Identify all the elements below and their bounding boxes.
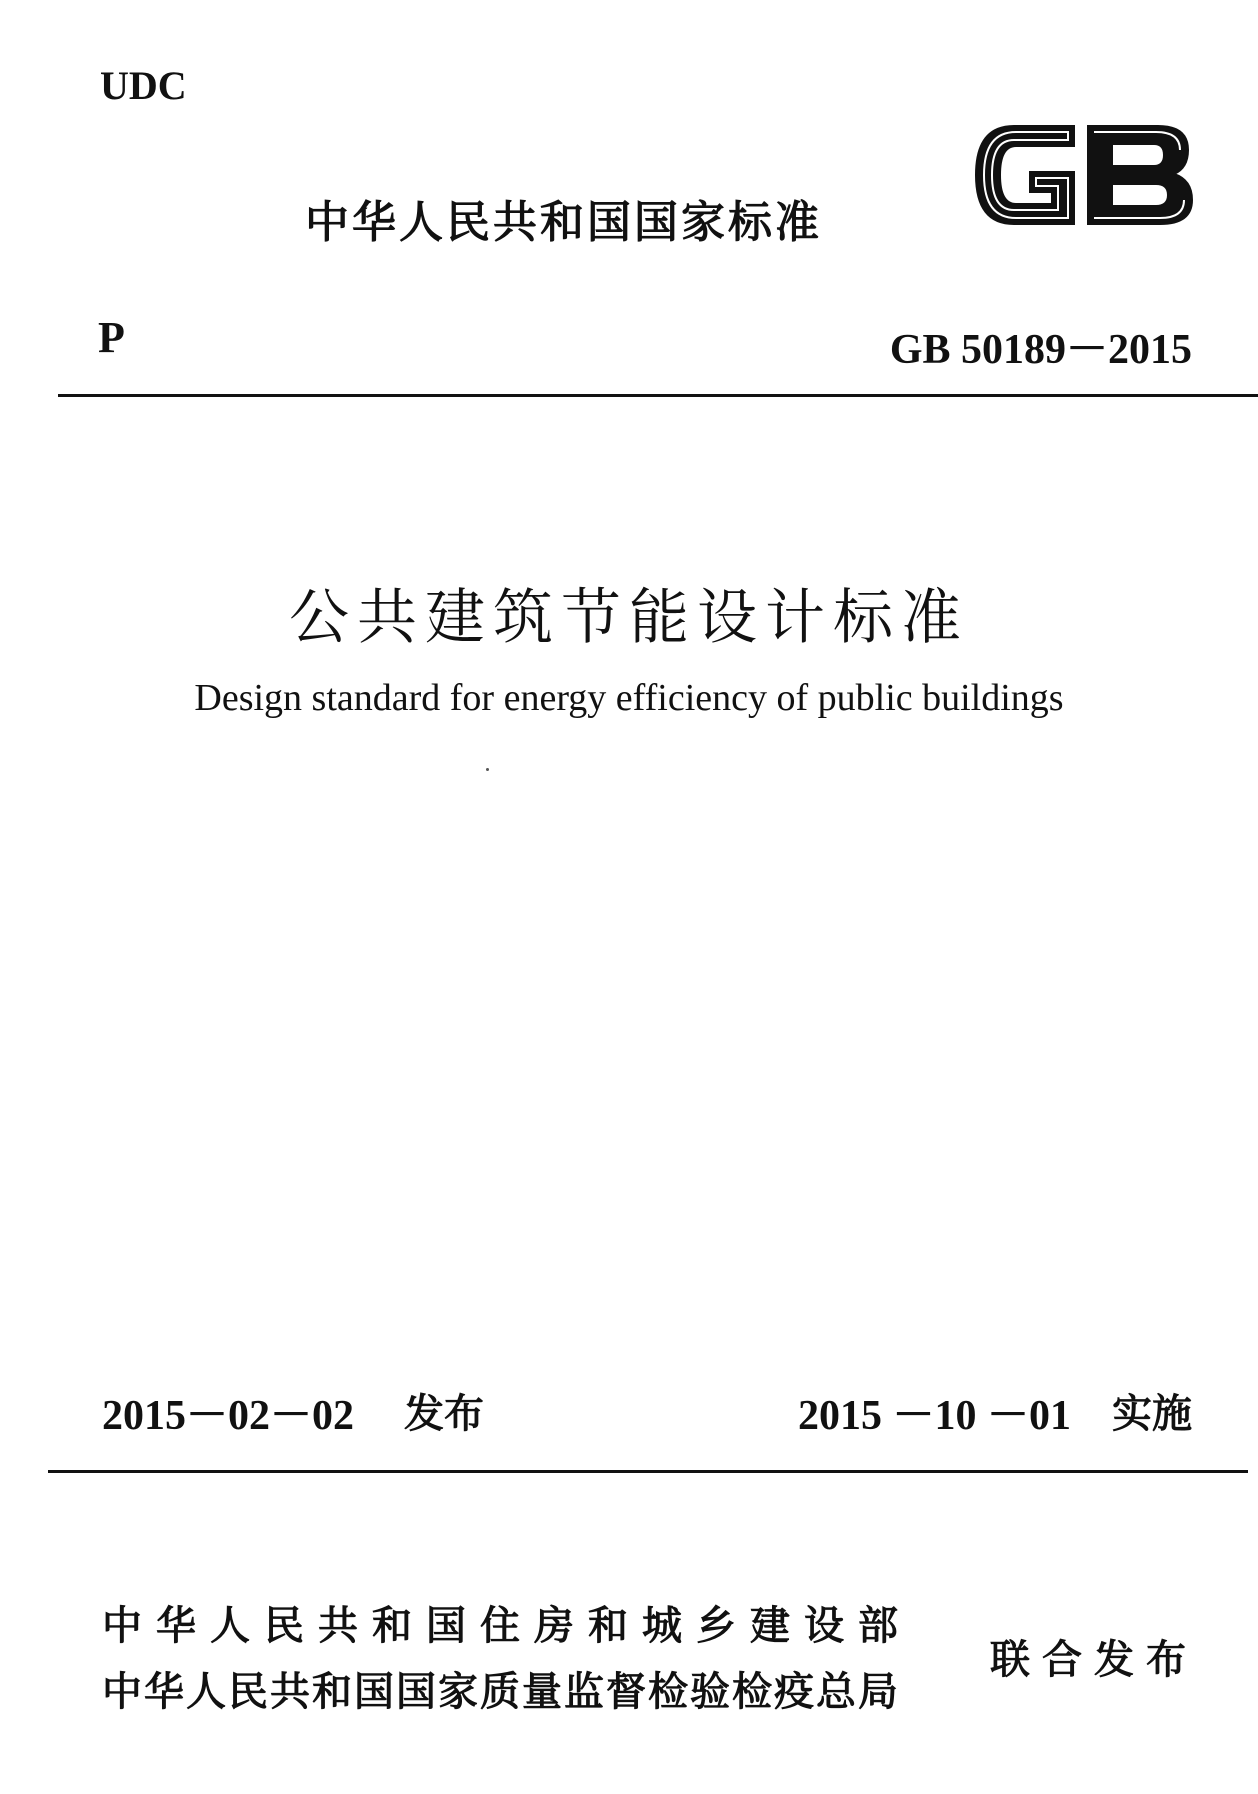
implementation-label: 实施 [1112,1391,1192,1437]
category-code: P [98,313,125,362]
bottom-divider [48,1470,1248,1473]
speck [486,768,489,771]
joint-issue-label: 联合发布 [990,1637,1198,1683]
title-chinese: 公共建筑节能设计标准 [289,583,969,653]
top-divider [58,394,1258,397]
issuer-aqsiq: 中华人民共和国国家质量监督检验检疫总局 [102,1669,900,1715]
title-english: Design standard for energy efficiency of public buildings [194,677,1064,719]
standard-number: GB 50189－2015 [889,327,1192,373]
issue-date: 2015－02－02 [102,1393,355,1439]
issue-label: 发布 [404,1391,484,1437]
implementation-date: 2015 －10 －01 [798,1393,1072,1439]
udc-label: UDC [100,63,187,108]
gb-logo [970,116,1198,234]
issuer-ministry: 中华人民共和国住房和城乡建设部 [102,1603,912,1649]
national-standard-heading: 中华人民共和国国家标准 [305,197,822,248]
